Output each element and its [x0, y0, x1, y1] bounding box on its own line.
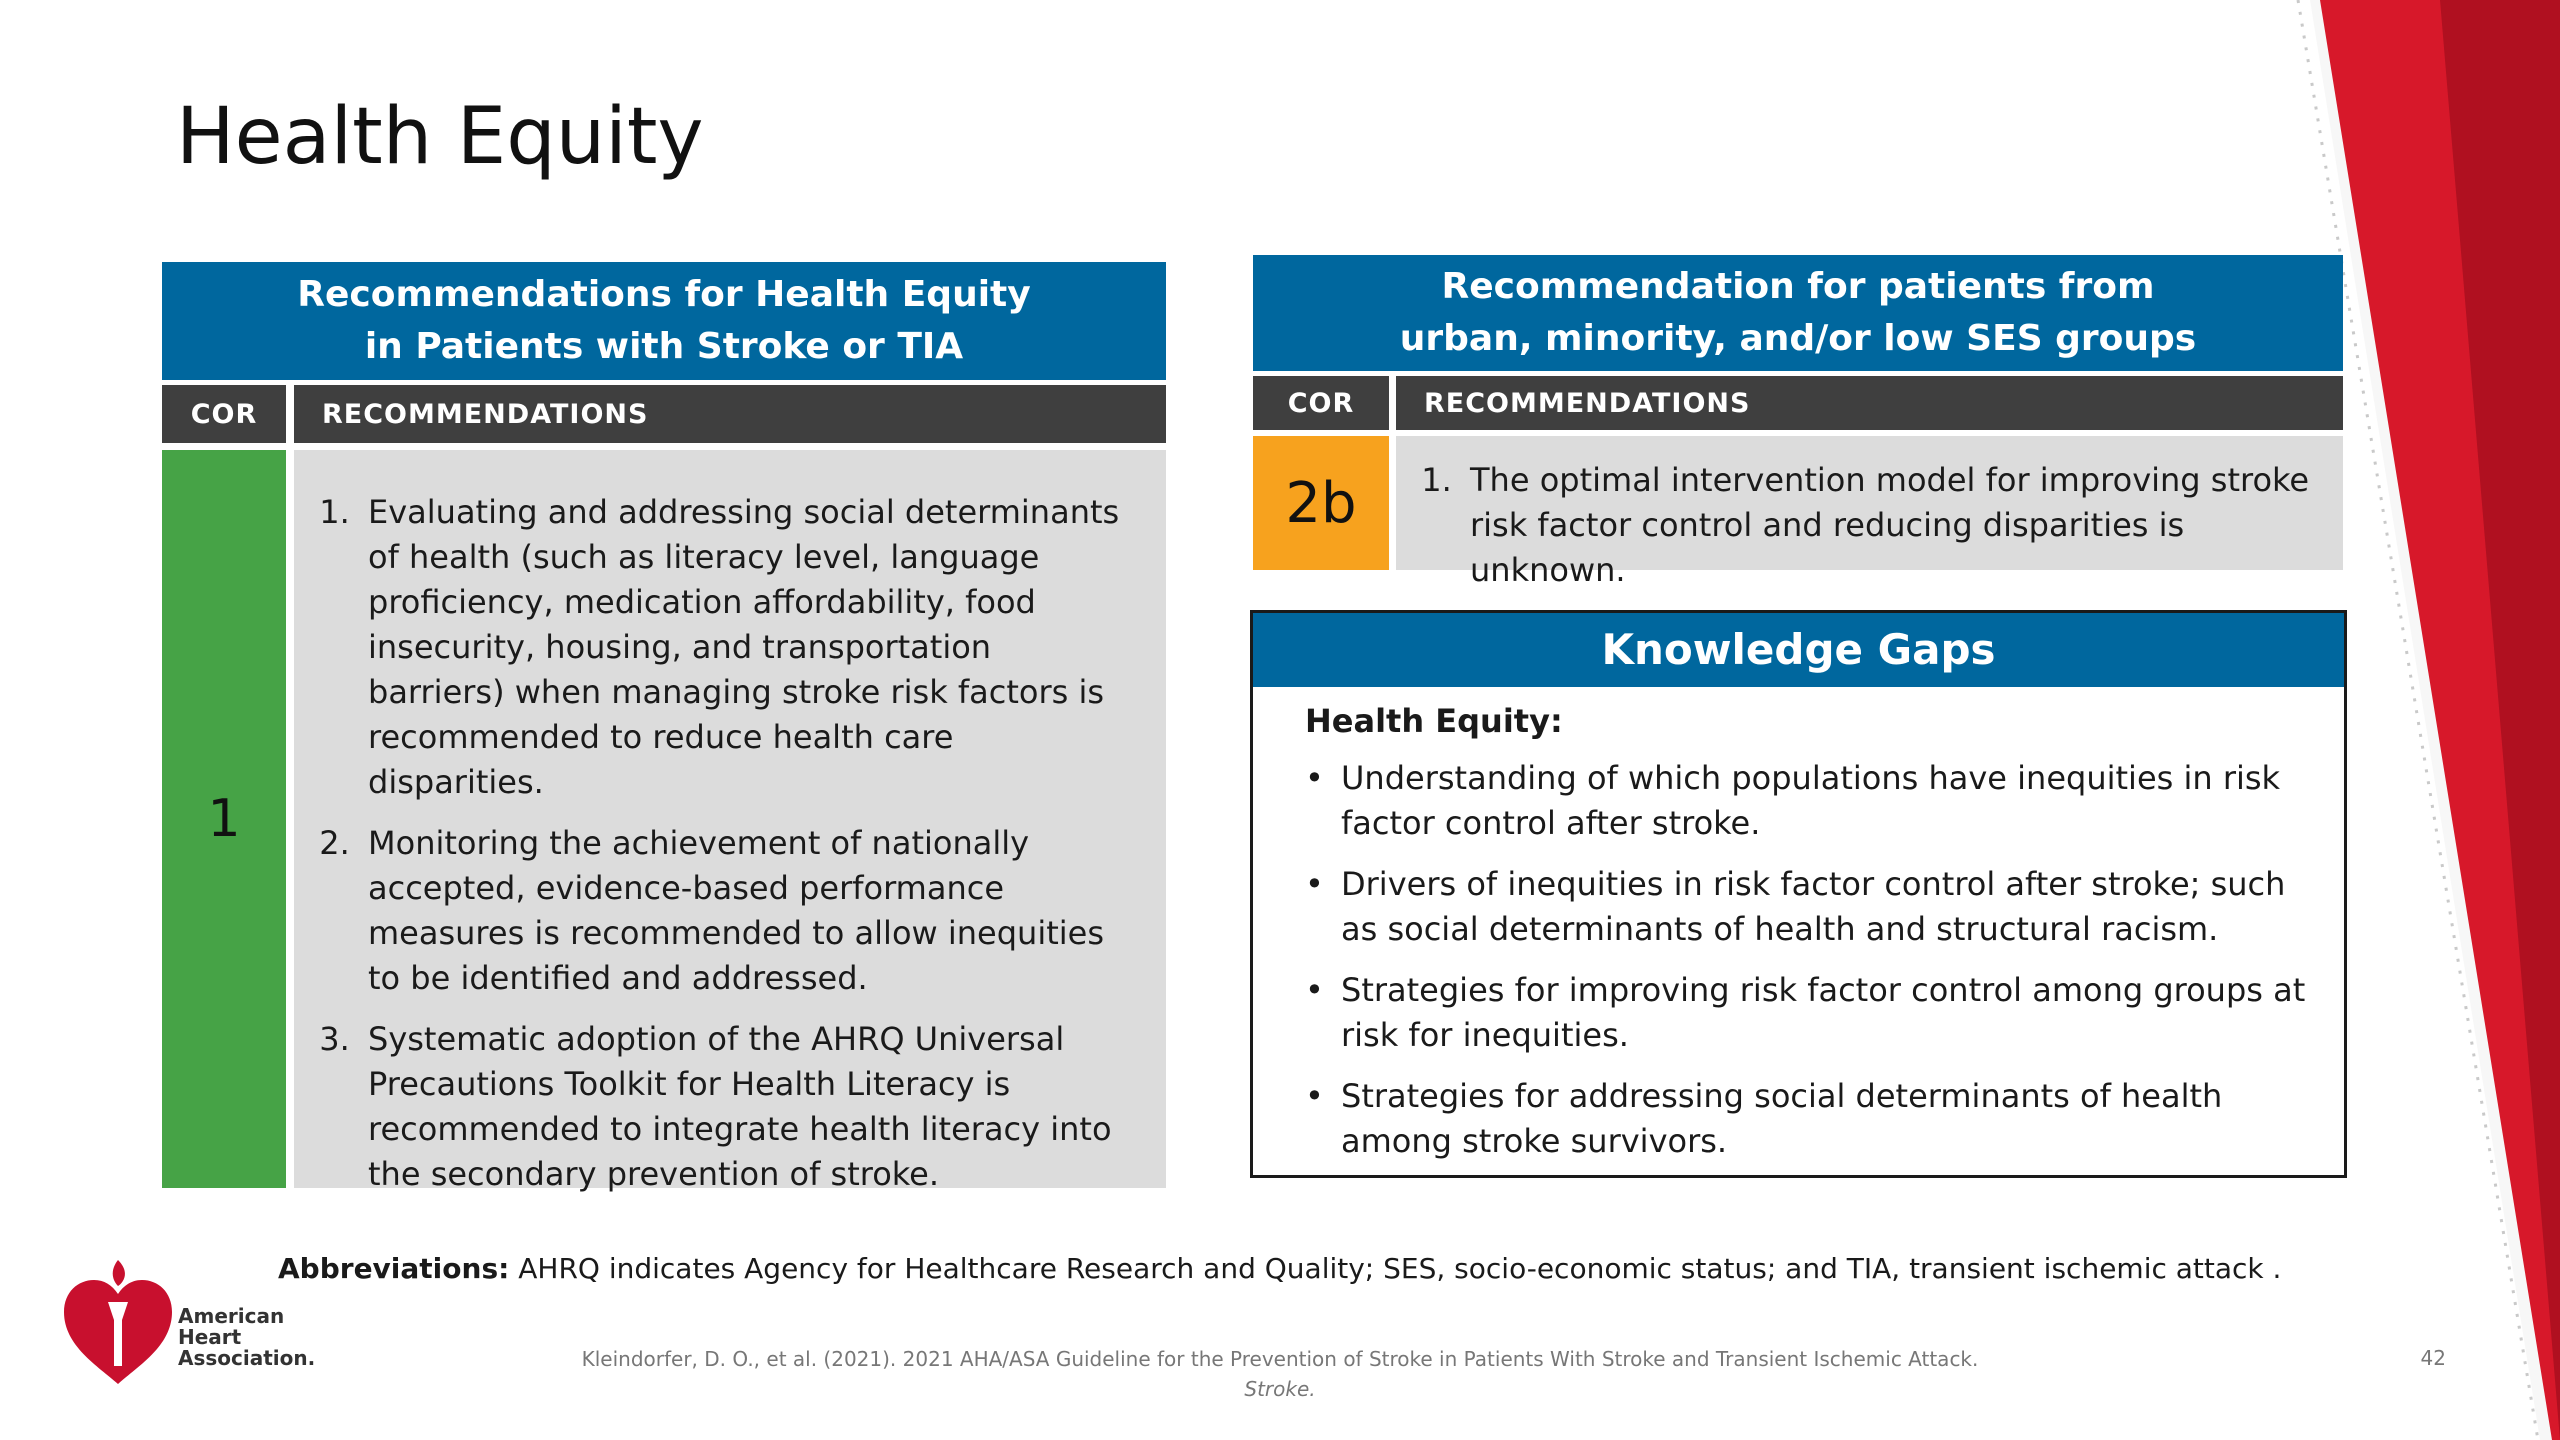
recommendation-item: 2. Monitoring the achievement of nationally accepted, evidence-based performance measures is recommended to allow inequities to be identified and addressed. [360, 821, 1126, 1001]
heart-torch-icon [58, 1250, 178, 1386]
logo-line3: Association. [178, 1346, 316, 1370]
left-recs-column-header [294, 385, 1166, 443]
recommendation-item: 1. The optimal intervention model for improving stroke risk factor control and reducing disparities is unknown. [1462, 458, 2319, 593]
knowledge-gaps-header [1253, 613, 2344, 687]
left-cor-value: 1 [207, 789, 241, 849]
right-box-header-line1: Recommendation for patients from [1441, 266, 2155, 307]
right-cor-value: 2b [1285, 470, 1357, 536]
abbreviations [278, 1252, 2282, 1285]
right-cor-column-header [1253, 376, 1389, 430]
knowledge-gaps-list [1305, 756, 2314, 1164]
page-number: 42 [2420, 1346, 2446, 1370]
left-box-header-line1: Recommendations for Health Equity [297, 274, 1031, 315]
left-cor-cell [162, 450, 286, 1188]
knowledge-gaps-box [1250, 610, 2347, 1178]
knowledge-gaps-title: Knowledge Gaps [1601, 625, 1996, 674]
right-box-header-line2: urban, minority, and/or low SES groups [1399, 318, 2197, 359]
logo-line2: Heart [178, 1325, 242, 1349]
left-recs-column-label: RECOMMENDATIONS [322, 398, 649, 430]
abbreviations-text: AHRQ indicates Agency for Healthcare Research and Quality; SES, socio-economic status; and TIA, transient ischemic attack . [509, 1252, 2282, 1285]
left-recommendation-list [294, 490, 1126, 1197]
slide-title: Health Equity [176, 92, 704, 182]
logo-line1: American [178, 1304, 285, 1328]
knowledge-gaps-subtitle: Health Equity: [1305, 702, 1563, 740]
left-cor-column-header [162, 385, 286, 443]
knowledge-gaps-body [1253, 687, 2344, 1164]
right-recommendation-list [1396, 458, 2319, 593]
right-recs-column-label: RECOMMENDATIONS [1424, 387, 1751, 419]
knowledge-gap-item: • Strategies for improving risk factor control among groups at risk for inequities. [1341, 968, 2314, 1058]
citation [440, 1344, 2120, 1404]
right-cor-column-label: COR [1287, 387, 1355, 419]
logo-wordmark [178, 1306, 315, 1369]
citation-line2: Stroke. [1244, 1377, 1316, 1401]
right-box-header [1253, 255, 2343, 371]
right-recs-column-header [1396, 376, 2343, 430]
right-cor-cell [1253, 436, 1389, 570]
abbreviations-label: Abbreviations: [278, 1252, 510, 1285]
citation-line1: Kleindorfer, D. O., et al. (2021). 2021 AHA/ASA Guideline for the Prevention of Stroke in Patients With Stroke and Transient Ischemic Attack. [581, 1347, 1979, 1371]
left-recs-cell [294, 450, 1166, 1193]
left-cor-column-label: COR [190, 398, 258, 430]
knowledge-gap-item: • Drivers of inequities in risk factor control after stroke; such as social determinants of health and structural racism. [1341, 862, 2314, 952]
right-recs-cell [1396, 436, 2343, 589]
left-box-header [162, 262, 1166, 380]
knowledge-gap-item: • Understanding of which populations have inequities in risk factor control after stroke. [1341, 756, 2314, 846]
left-box-header-line2: in Patients with Stroke or TIA [364, 326, 964, 367]
knowledge-gap-item: • Strategies for addressing social determinants of health among stroke survivors. [1341, 1074, 2314, 1164]
recommendation-item: 3. Systematic adoption of the AHRQ Universal Precautions Toolkit for Health Literacy is recommended to integrate health literacy into the secondary prevention of stroke. [360, 1017, 1126, 1197]
recommendation-item: 1. Evaluating and addressing social determinants of health (such as literacy level, language proficiency, medication affordability, food insecurity, housing, and transportation barriers) when managing stroke risk factors is recommended to reduce health care disparities. [360, 490, 1126, 805]
